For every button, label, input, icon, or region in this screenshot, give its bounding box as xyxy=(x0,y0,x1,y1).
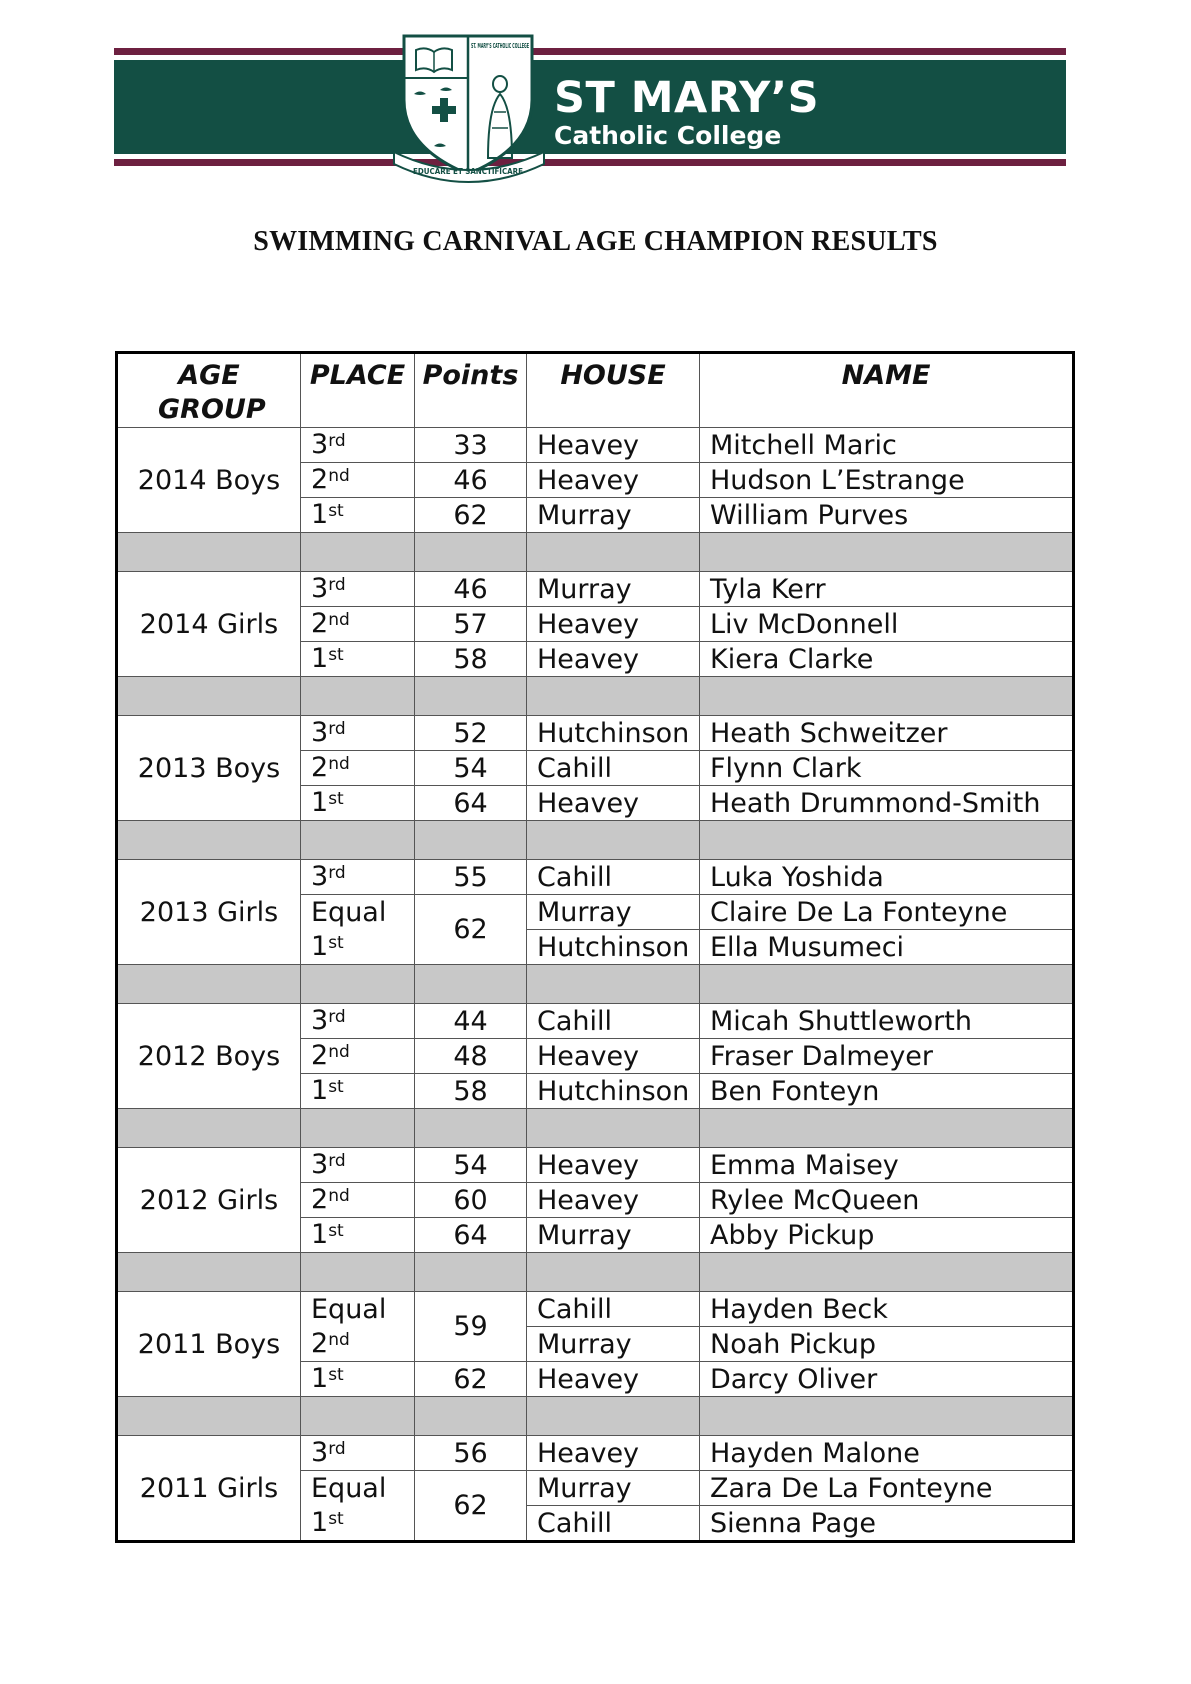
separator-cell xyxy=(527,533,700,572)
place-value xyxy=(311,573,346,604)
place-suffix: rd xyxy=(328,1007,346,1027)
house-cell: Heavey xyxy=(527,642,700,677)
place-value xyxy=(311,429,346,460)
place-cell xyxy=(301,1148,415,1183)
points-cell: 58 xyxy=(415,1074,527,1109)
table-row xyxy=(117,860,1074,895)
house-cell: Murray xyxy=(527,1327,700,1362)
separator-cell xyxy=(700,1109,1074,1148)
place-cell xyxy=(301,428,415,463)
house-cell: Hutchinson xyxy=(527,716,700,751)
college-crest-logo xyxy=(392,28,552,184)
school-name: ST MARY’S xyxy=(554,73,820,123)
separator-cell xyxy=(527,1253,700,1292)
place-suffix: rd xyxy=(328,1151,346,1171)
house-cell: Heavey xyxy=(527,1362,700,1397)
place-number: 1 xyxy=(311,1075,329,1106)
points-cell: 62 xyxy=(415,895,527,965)
place-value xyxy=(311,1328,350,1359)
place-value xyxy=(311,1075,344,1106)
separator-cell xyxy=(527,677,700,716)
place-number: 3 xyxy=(311,861,329,892)
points-cell: 60 xyxy=(415,1183,527,1218)
age-group-cell: 2013 Girls xyxy=(117,860,301,965)
house-cell: Hutchinson xyxy=(527,930,700,965)
name-cell: Fraser Dalmeyer xyxy=(700,1039,1074,1074)
points-cell: 33 xyxy=(415,428,527,463)
banner-bottom-rule xyxy=(114,159,1066,166)
age-group-cell: 2014 Girls xyxy=(117,572,301,677)
place-cell xyxy=(301,1039,415,1074)
separator-cell xyxy=(415,821,527,860)
place-value xyxy=(311,1005,346,1036)
points-cell: 62 xyxy=(415,1362,527,1397)
name-cell: Heath Schweitzer xyxy=(700,716,1074,751)
name-cell: Rylee McQueen xyxy=(700,1183,1074,1218)
place-suffix: rd xyxy=(328,575,346,595)
points-cell: 46 xyxy=(415,572,527,607)
separator-cell xyxy=(527,821,700,860)
points-cell: 64 xyxy=(415,1218,527,1253)
points-cell: 57 xyxy=(415,607,527,642)
page-title: SWIMMING CARNIVAL AGE CHAMPION RESULTS xyxy=(253,226,938,257)
group-separator-row xyxy=(117,965,1074,1004)
crest-text: ST. MARY'S CATHOLIC COLLEGE xyxy=(471,42,530,50)
name-cell: Abby Pickup xyxy=(700,1218,1074,1253)
place-cell xyxy=(301,1436,415,1471)
age-group-cell: 2011 Girls xyxy=(117,1436,301,1542)
separator-cell xyxy=(415,1253,527,1292)
place-number: 3 xyxy=(311,1005,329,1036)
table-row xyxy=(117,1148,1074,1183)
age-group-cell: 2012 Boys xyxy=(117,1004,301,1109)
name-cell: Flynn Clark xyxy=(700,751,1074,786)
place-value xyxy=(311,1219,344,1250)
equal-label: Equal xyxy=(311,1293,387,1325)
results-body xyxy=(117,428,1074,1542)
crest-motto: EDUCARE ET SANCTIFICARE xyxy=(413,167,523,176)
name-cell: Ella Musumeci xyxy=(700,930,1074,965)
place-number: 2 xyxy=(311,1040,329,1071)
school-wordmark xyxy=(554,74,819,150)
points-cell: 44 xyxy=(415,1004,527,1039)
place-value xyxy=(311,1363,344,1394)
name-cell: Kiera Clarke xyxy=(700,642,1074,677)
place-suffix: st xyxy=(328,1077,344,1097)
separator-cell xyxy=(301,1397,415,1436)
name-cell: Hayden Beck xyxy=(700,1292,1074,1327)
house-cell: Heavey xyxy=(527,786,700,821)
separator-cell xyxy=(415,1397,527,1436)
place-value xyxy=(311,499,344,530)
group-separator-row xyxy=(117,1109,1074,1148)
table-row xyxy=(117,1436,1074,1471)
results-table xyxy=(115,351,1075,1543)
points-cell: 64 xyxy=(415,786,527,821)
separator-cell xyxy=(301,965,415,1004)
separator-cell xyxy=(415,1109,527,1148)
name-cell: Luka Yoshida xyxy=(700,860,1074,895)
house-cell: Hutchinson xyxy=(527,1074,700,1109)
header-house: HOUSE xyxy=(527,353,700,428)
separator-cell xyxy=(301,821,415,860)
place-cell xyxy=(301,1183,415,1218)
points-cell: 58 xyxy=(415,642,527,677)
place-number: 3 xyxy=(311,429,329,460)
house-cell: Heavey xyxy=(527,1039,700,1074)
place-cell xyxy=(301,895,415,965)
place-number: 2 xyxy=(311,464,329,495)
name-cell: Zara De La Fonteyne xyxy=(700,1471,1074,1506)
header-points: Points xyxy=(415,353,527,428)
place-number: 3 xyxy=(311,717,329,748)
equal-label: Equal xyxy=(311,896,387,928)
place-cell xyxy=(301,716,415,751)
place-value xyxy=(311,1437,346,1468)
place-cell xyxy=(301,607,415,642)
name-cell: Emma Maisey xyxy=(700,1148,1074,1183)
place-value xyxy=(311,752,350,783)
place-value xyxy=(311,1149,346,1180)
name-cell: Claire De La Fonteyne xyxy=(700,895,1074,930)
banner-top-rule xyxy=(114,48,1066,55)
house-cell: Heavey xyxy=(527,463,700,498)
place-value xyxy=(311,643,344,674)
place-number: 2 xyxy=(311,608,329,639)
separator-cell xyxy=(700,821,1074,860)
place-suffix: st xyxy=(328,1365,344,1385)
points-cell: 54 xyxy=(415,1148,527,1183)
separator-cell xyxy=(117,533,301,572)
separator-cell xyxy=(700,1253,1074,1292)
separator-cell xyxy=(527,965,700,1004)
age-group-cell: 2012 Girls xyxy=(117,1148,301,1253)
house-cell: Cahill xyxy=(527,1004,700,1039)
group-separator-row xyxy=(117,821,1074,860)
points-cell: 46 xyxy=(415,463,527,498)
table-row xyxy=(117,572,1074,607)
age-group-cell: 2011 Boys xyxy=(117,1292,301,1397)
place-cell xyxy=(301,786,415,821)
place-suffix: st xyxy=(328,1221,344,1241)
header-place: PLACE xyxy=(301,353,415,428)
place-number: 1 xyxy=(311,1219,329,1250)
name-cell: Heath Drummond-Smith xyxy=(700,786,1074,821)
points-cell: 54 xyxy=(415,751,527,786)
place-cell xyxy=(301,498,415,533)
place-suffix: rd xyxy=(328,1439,346,1459)
house-cell: Heavey xyxy=(527,428,700,463)
place-suffix: nd xyxy=(328,1042,350,1062)
place-number: 1 xyxy=(311,930,329,962)
table-row xyxy=(117,1292,1074,1327)
separator-cell xyxy=(527,1397,700,1436)
points-cell: 56 xyxy=(415,1436,527,1471)
place-value xyxy=(311,1040,350,1071)
name-cell: Noah Pickup xyxy=(700,1327,1074,1362)
group-separator-row xyxy=(117,533,1074,572)
separator-cell xyxy=(117,1253,301,1292)
place-number: 1 xyxy=(311,499,329,530)
place-cell xyxy=(301,1004,415,1039)
separator-cell xyxy=(117,677,301,716)
separator-cell xyxy=(117,1109,301,1148)
place-value xyxy=(311,1507,344,1538)
place-number: 2 xyxy=(311,752,329,783)
header-name: NAME xyxy=(700,353,1074,428)
house-cell: Cahill xyxy=(527,860,700,895)
house-cell: Heavey xyxy=(527,1183,700,1218)
house-cell: Heavey xyxy=(527,1436,700,1471)
place-suffix: st xyxy=(328,501,344,521)
name-cell: Hayden Malone xyxy=(700,1436,1074,1471)
group-separator-row xyxy=(117,677,1074,716)
name-cell: Mitchell Maric xyxy=(700,428,1074,463)
house-cell: Murray xyxy=(527,895,700,930)
header-age-group: AGE GROUP xyxy=(117,353,301,428)
separator-cell xyxy=(415,965,527,1004)
house-cell: Cahill xyxy=(527,751,700,786)
table-header-row xyxy=(117,353,1074,428)
place-cell xyxy=(301,751,415,786)
name-cell: Hudson L’Estrange xyxy=(700,463,1074,498)
house-cell: Murray xyxy=(527,1471,700,1506)
name-cell: Sienna Page xyxy=(700,1506,1074,1542)
age-group-cell: 2014 Boys xyxy=(117,428,301,533)
equal-label: Equal xyxy=(311,1472,387,1504)
separator-cell xyxy=(700,533,1074,572)
place-cell xyxy=(301,1292,415,1362)
separator-cell xyxy=(117,1397,301,1436)
points-cell: 55 xyxy=(415,860,527,895)
place-suffix: rd xyxy=(328,719,346,739)
place-value xyxy=(311,931,344,962)
points-cell: 62 xyxy=(415,498,527,533)
separator-cell xyxy=(301,677,415,716)
place-value xyxy=(311,464,350,495)
name-cell: Ben Fonteyn xyxy=(700,1074,1074,1109)
table-row xyxy=(117,428,1074,463)
place-number: 3 xyxy=(311,573,329,604)
place-cell xyxy=(301,572,415,607)
name-cell: Darcy Oliver xyxy=(700,1362,1074,1397)
separator-cell xyxy=(700,1397,1074,1436)
place-cell xyxy=(301,1362,415,1397)
name-cell: Micah Shuttleworth xyxy=(700,1004,1074,1039)
separator-cell xyxy=(117,965,301,1004)
place-suffix: st xyxy=(328,932,344,953)
place-suffix: st xyxy=(328,789,344,809)
place-suffix: rd xyxy=(328,431,346,451)
place-cell xyxy=(301,463,415,498)
house-cell: Murray xyxy=(527,572,700,607)
separator-cell xyxy=(415,533,527,572)
age-group-cell: 2013 Boys xyxy=(117,716,301,821)
house-cell: Heavey xyxy=(527,1148,700,1183)
house-cell: Cahill xyxy=(527,1292,700,1327)
table-row xyxy=(117,1004,1074,1039)
separator-cell xyxy=(301,1253,415,1292)
place-value xyxy=(311,787,344,818)
house-cell: Murray xyxy=(527,498,700,533)
place-value xyxy=(311,608,350,639)
points-cell: 62 xyxy=(415,1471,527,1542)
place-suffix: rd xyxy=(328,863,346,883)
place-suffix: nd xyxy=(328,1186,350,1206)
place-number: 2 xyxy=(311,1327,329,1359)
place-number: 1 xyxy=(311,1506,329,1538)
place-suffix: nd xyxy=(328,610,350,630)
points-cell: 48 xyxy=(415,1039,527,1074)
place-number: 1 xyxy=(311,643,329,674)
place-number: 3 xyxy=(311,1437,329,1468)
college-banner xyxy=(114,42,1066,176)
place-cell xyxy=(301,1218,415,1253)
place-value xyxy=(311,1184,350,1215)
place-cell xyxy=(301,860,415,895)
name-cell: Liv McDonnell xyxy=(700,607,1074,642)
place-number: 2 xyxy=(311,1184,329,1215)
separator-cell xyxy=(527,1109,700,1148)
points-cell: 52 xyxy=(415,716,527,751)
separator-cell xyxy=(700,677,1074,716)
place-suffix: st xyxy=(328,1508,344,1529)
place-cell xyxy=(301,1471,415,1542)
place-value xyxy=(311,717,346,748)
place-number: 3 xyxy=(311,1149,329,1180)
separator-cell xyxy=(301,1109,415,1148)
house-cell: Heavey xyxy=(527,607,700,642)
separator-cell xyxy=(301,533,415,572)
place-cell xyxy=(301,642,415,677)
separator-cell xyxy=(700,965,1074,1004)
place-number: 1 xyxy=(311,787,329,818)
name-cell: Tyla Kerr xyxy=(700,572,1074,607)
separator-cell xyxy=(117,821,301,860)
separator-cell xyxy=(415,677,527,716)
place-cell xyxy=(301,1074,415,1109)
place-suffix: st xyxy=(328,645,344,665)
house-cell: Murray xyxy=(527,1218,700,1253)
group-separator-row xyxy=(117,1397,1074,1436)
place-suffix: nd xyxy=(328,466,350,486)
group-separator-row xyxy=(117,1253,1074,1292)
place-suffix: nd xyxy=(328,1329,350,1350)
place-number: 1 xyxy=(311,1363,329,1394)
school-subtitle: Catholic College xyxy=(554,121,782,150)
place-value xyxy=(311,861,346,892)
name-cell: William Purves xyxy=(700,498,1074,533)
table-row xyxy=(117,716,1074,751)
place-suffix: nd xyxy=(328,754,350,774)
house-cell: Cahill xyxy=(527,1506,700,1542)
points-cell: 59 xyxy=(415,1292,527,1362)
